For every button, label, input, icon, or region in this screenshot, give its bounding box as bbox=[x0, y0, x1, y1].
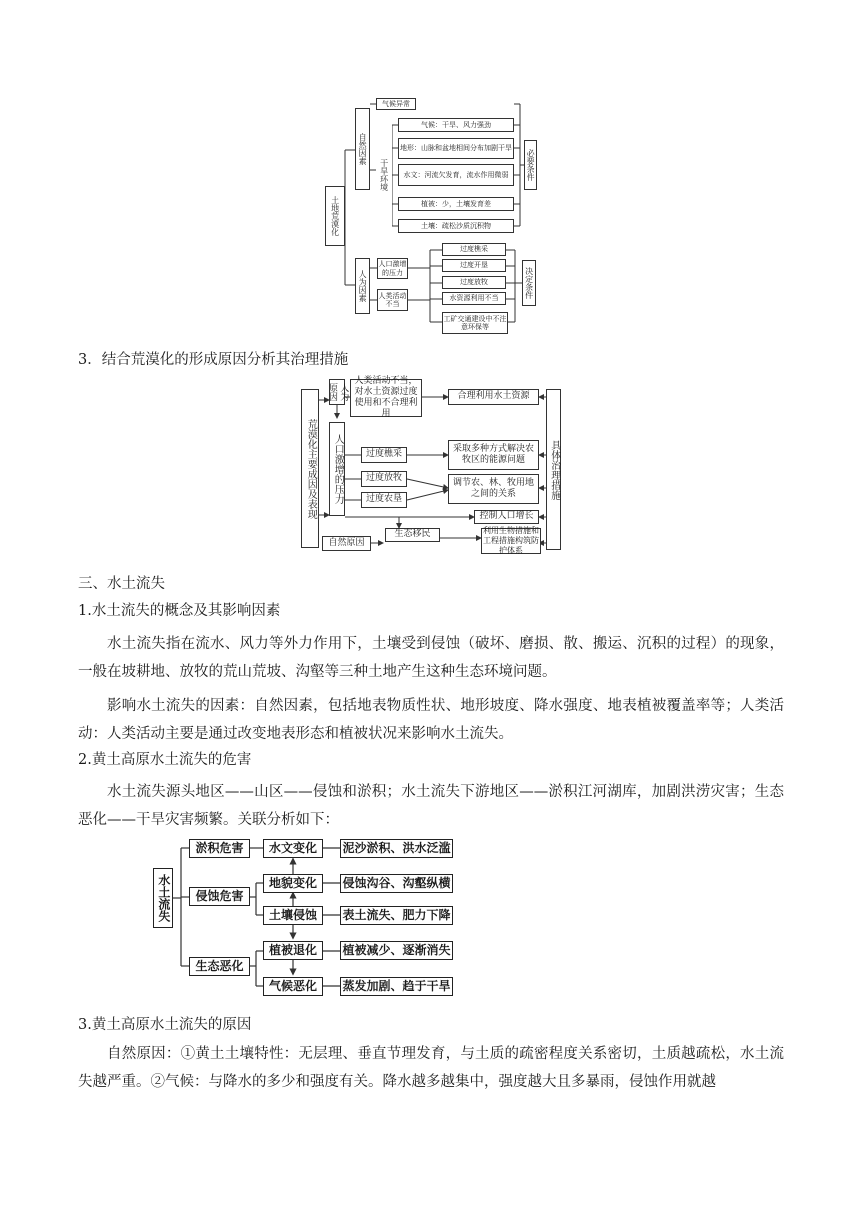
d1-nat-item: 地形：山脉和盆地相间分布加剧干旱 bbox=[398, 138, 514, 159]
d1-hum-item: 工矿交通建设中不注意环保等 bbox=[442, 312, 508, 334]
d2-eco-migration: 生态移民 bbox=[385, 528, 440, 542]
sub-heading-2: 2.黄土高原水土流失的危害 bbox=[78, 752, 252, 768]
d3-effect: 表土流失、肥力下降 bbox=[340, 906, 453, 925]
d2-energy: 采取多种方式解决农牧区的能源问题 bbox=[448, 440, 539, 470]
d1-dry-env: 干旱环境 bbox=[376, 120, 392, 230]
d3-change: 地貌变化 bbox=[263, 874, 323, 893]
d1-necessary: 必要条件 bbox=[524, 140, 537, 190]
d3-change: 水文变化 bbox=[263, 839, 323, 858]
d1-nat-item: 土壤：疏松沙质沉积物 bbox=[398, 219, 514, 233]
d3-change: 植被退化 bbox=[263, 941, 323, 960]
d3-hazard: 侵蚀危害 bbox=[189, 887, 250, 906]
d1-hum-item: 水资源利用不当 bbox=[442, 292, 506, 305]
paragraph-4: 自然原因：①黄土土壤特性：无层理、垂直节理发育，与土质的疏密程度关系密切，土质越疏松，水土流失越严重。②气候：与降水的多少和强度有关。降水越多越集中，强度越大且多暴雨，侵蚀作用就越 bbox=[78, 1046, 784, 1090]
d3-change: 土壤侵蚀 bbox=[263, 906, 323, 925]
d2-pop-pressure: 人口激增的压力 bbox=[329, 422, 345, 516]
d3-effect: 蒸发加剧、趋于干旱 bbox=[340, 977, 453, 996]
d1-pop-pressure: 人口激增的压力 bbox=[377, 258, 408, 279]
d3-hazard: 生态恶化 bbox=[189, 957, 250, 976]
d2-control-pop: 控制人口增长 bbox=[474, 510, 539, 524]
sub-heading-3: 3.黄土高原水土流失的原因 bbox=[78, 1017, 252, 1033]
d2-natural-cause: 自然原因 bbox=[322, 536, 371, 551]
heading-3: 3．结合荒漠化的形成原因分析其治理措施 bbox=[78, 352, 349, 368]
d1-climate-abnormal: 气候异常 bbox=[376, 98, 416, 110]
d3-hazard: 淤积危害 bbox=[189, 839, 250, 858]
d2-measures: 具体治理措施 bbox=[546, 389, 561, 550]
d1-hum-item: 过度樵采 bbox=[442, 243, 506, 256]
d2-improper-use: 人类活动不当，对水土资源过度使用和不合理利用 bbox=[350, 379, 422, 417]
d2-over-item: 过度放牧 bbox=[361, 471, 407, 487]
section-3-title: 三、水土流失 bbox=[78, 576, 165, 592]
d2-bio-eng: 利用生物措施和工程措施构筑防护体系 bbox=[483, 526, 539, 555]
sub-heading-1: 1.水土流失的概念及其影响因素 bbox=[78, 603, 281, 619]
d1-human: 人为因素 bbox=[355, 258, 370, 314]
d2-over-item: 过度樵采 bbox=[361, 447, 407, 463]
d2-main: 荒漠化主要成因及表现 bbox=[301, 389, 319, 548]
d1-hum-item: 过度开垦 bbox=[442, 259, 506, 272]
d2-human-cause: 人为原因 bbox=[329, 379, 345, 405]
d1-nat-item: 植被：少，土壤发育差 bbox=[398, 197, 514, 211]
d3-change: 气候恶化 bbox=[263, 977, 323, 996]
d1-nat-item: 气候：干旱、风力强劲 bbox=[398, 118, 514, 132]
d1-root: 土地荒漠化 bbox=[325, 186, 345, 246]
d2-rational-use: 合理利用水土资源 bbox=[448, 389, 539, 405]
paragraph-3: 水土流失源头地区——山区——侵蚀和淤积；水土流失下游地区——淤积江河湖库，加剧洪涝灾害；生态恶化——干旱灾害频繁。关联分析如下： bbox=[78, 784, 784, 828]
d1-natural: 自然因素 bbox=[355, 108, 370, 190]
d1-decisive: 决定条件 bbox=[522, 260, 536, 306]
d3-effect: 植被减少、逐渐消失 bbox=[340, 941, 453, 960]
d3-effect: 侵蚀沟谷、沟壑纵横 bbox=[340, 874, 453, 893]
d1-improper: 人类活动不当 bbox=[377, 289, 408, 311]
d2-adjust: 调节农、林、牧用地之间的关系 bbox=[448, 474, 539, 504]
d2-over-item: 过度农垦 bbox=[361, 492, 407, 508]
d3-effect: 泥沙淤积、洪水泛滥 bbox=[340, 839, 453, 858]
paragraph-2: 影响水土流失的因素：自然因素，包括地表物质性状、地形坡度、降水强度、地表植被覆盖率等；人类活动：人类活动主要是通过改变地表形态和植被状况来影响水土流失。 bbox=[78, 698, 784, 742]
paragraph-1: 水土流失指在流水、风力等外力作用下，土壤受到侵蚀（破坏、磨损、散、搬运、沉积的过程）的现象，一般在坡耕地、放牧的荒山荒坡、沟壑等三种土地产生这种生态环境问题。 bbox=[78, 636, 784, 680]
d1-hum-item: 过度放牧 bbox=[442, 276, 506, 289]
d1-nat-item: 水文：河流欠发育，流水作用微弱 bbox=[398, 164, 514, 186]
d3-root: 水土流失 bbox=[153, 868, 173, 928]
